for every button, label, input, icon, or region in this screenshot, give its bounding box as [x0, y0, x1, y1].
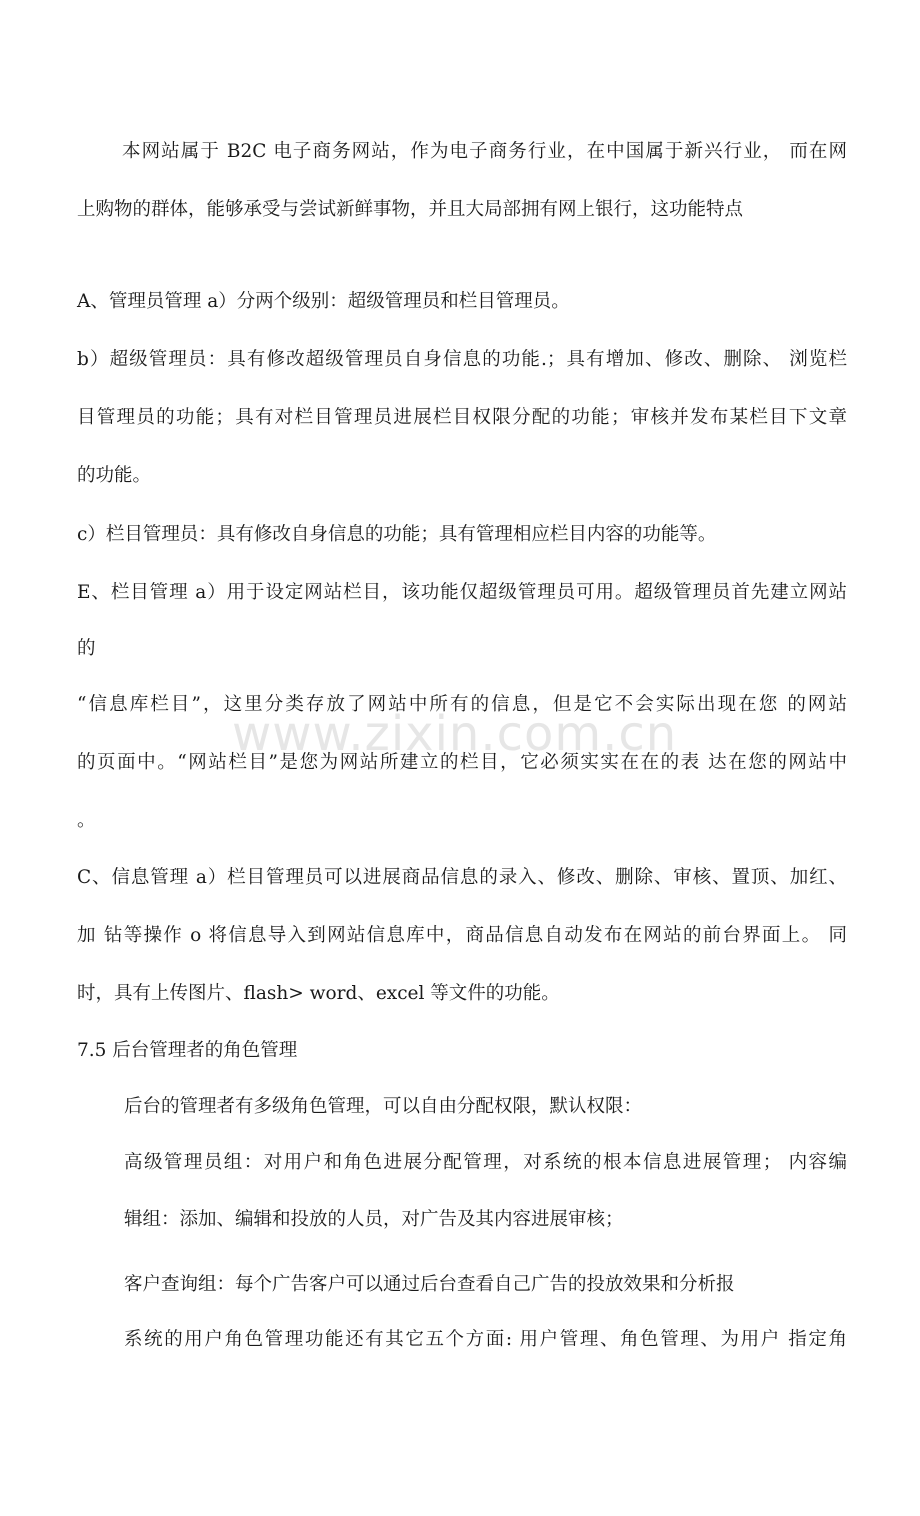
- item-a-line: A、管理员管理 a）分两个级别：超级管理员和栏目管理员。: [77, 291, 570, 312]
- item-info-line-3: 时，具有上传图片、flash> word、excel 等文件的功能。: [77, 983, 560, 1004]
- section-line-3: 辑组：添加、编辑和投放的人员，对广告及其内容进展审核；: [124, 1209, 624, 1230]
- section-line-2: 高级管理员组：对用户和角色进展分配管理，对系统的根本信息进展管理； 内容编: [124, 1152, 847, 1173]
- section-heading: 7.5 后台管理者的角色管理: [77, 1040, 298, 1061]
- section-line-5: 系统的用户角色管理功能还有其它五个方面: 用户管理、角色管理、为用户 指定角: [124, 1329, 847, 1350]
- item-b-line-1: b）超级管理员：具有修改超级管理员自身信息的功能.；具有增加、修改、删除、 浏览栏: [77, 349, 847, 370]
- section-line-1: 后台的管理者有多级角色管理，可以自由分配权限，默认权限：: [124, 1096, 643, 1117]
- item-e-line-1: E、栏目管理 a）用于设定网站栏目，该功能仅超级管理员可用。超级管理员首先建立网站: [77, 582, 847, 603]
- intro-line-1: 本网站属于 B2C 电子商务网站，作为电子商务行业，在中国属于新兴行业， 而在网: [122, 141, 847, 162]
- watermark: www.zixin.com.cn: [232, 706, 678, 762]
- item-c-line: c）栏目管理员：具有修改自身信息的功能；具有管理相应栏目内容的功能等。: [77, 524, 717, 545]
- item-e-line-5: 。: [77, 810, 96, 831]
- item-info-line-1: C、信息管理 a）栏目管理员可以进展商品信息的录入、修改、删除、审核、置顶、加红、: [77, 867, 847, 888]
- item-e-line-3: “信息库栏目”，这里分类存放了网站中所有的信息，但是它不会实际出现在您 的网站: [77, 694, 847, 715]
- item-b-line-3: 的功能。: [77, 465, 152, 486]
- item-e-line-4: 的页面中。“网站栏目”是您为网站所建立的栏目，它必须实实在在的表 达在您的网站中: [77, 752, 847, 773]
- item-e-line-2: 的: [77, 638, 96, 659]
- item-info-line-2: 加 钻等操作 o 将信息导入到网站信息库中，商品信息自动发布在网站的前台界面上。 同: [77, 925, 847, 946]
- intro-line-2: 上购物的群体，能够承受与尝试新鲜事物，并且大局部拥有网上银行，这功能特点: [77, 199, 744, 220]
- section-line-4: 客户查询组：每个广告客户可以通过后台查看自己广告的投放效果和分析报: [124, 1274, 735, 1295]
- item-b-line-2: 目管理员的功能；具有对栏目管理员进展栏目权限分配的功能；审核并发布某栏目下文章: [77, 407, 847, 428]
